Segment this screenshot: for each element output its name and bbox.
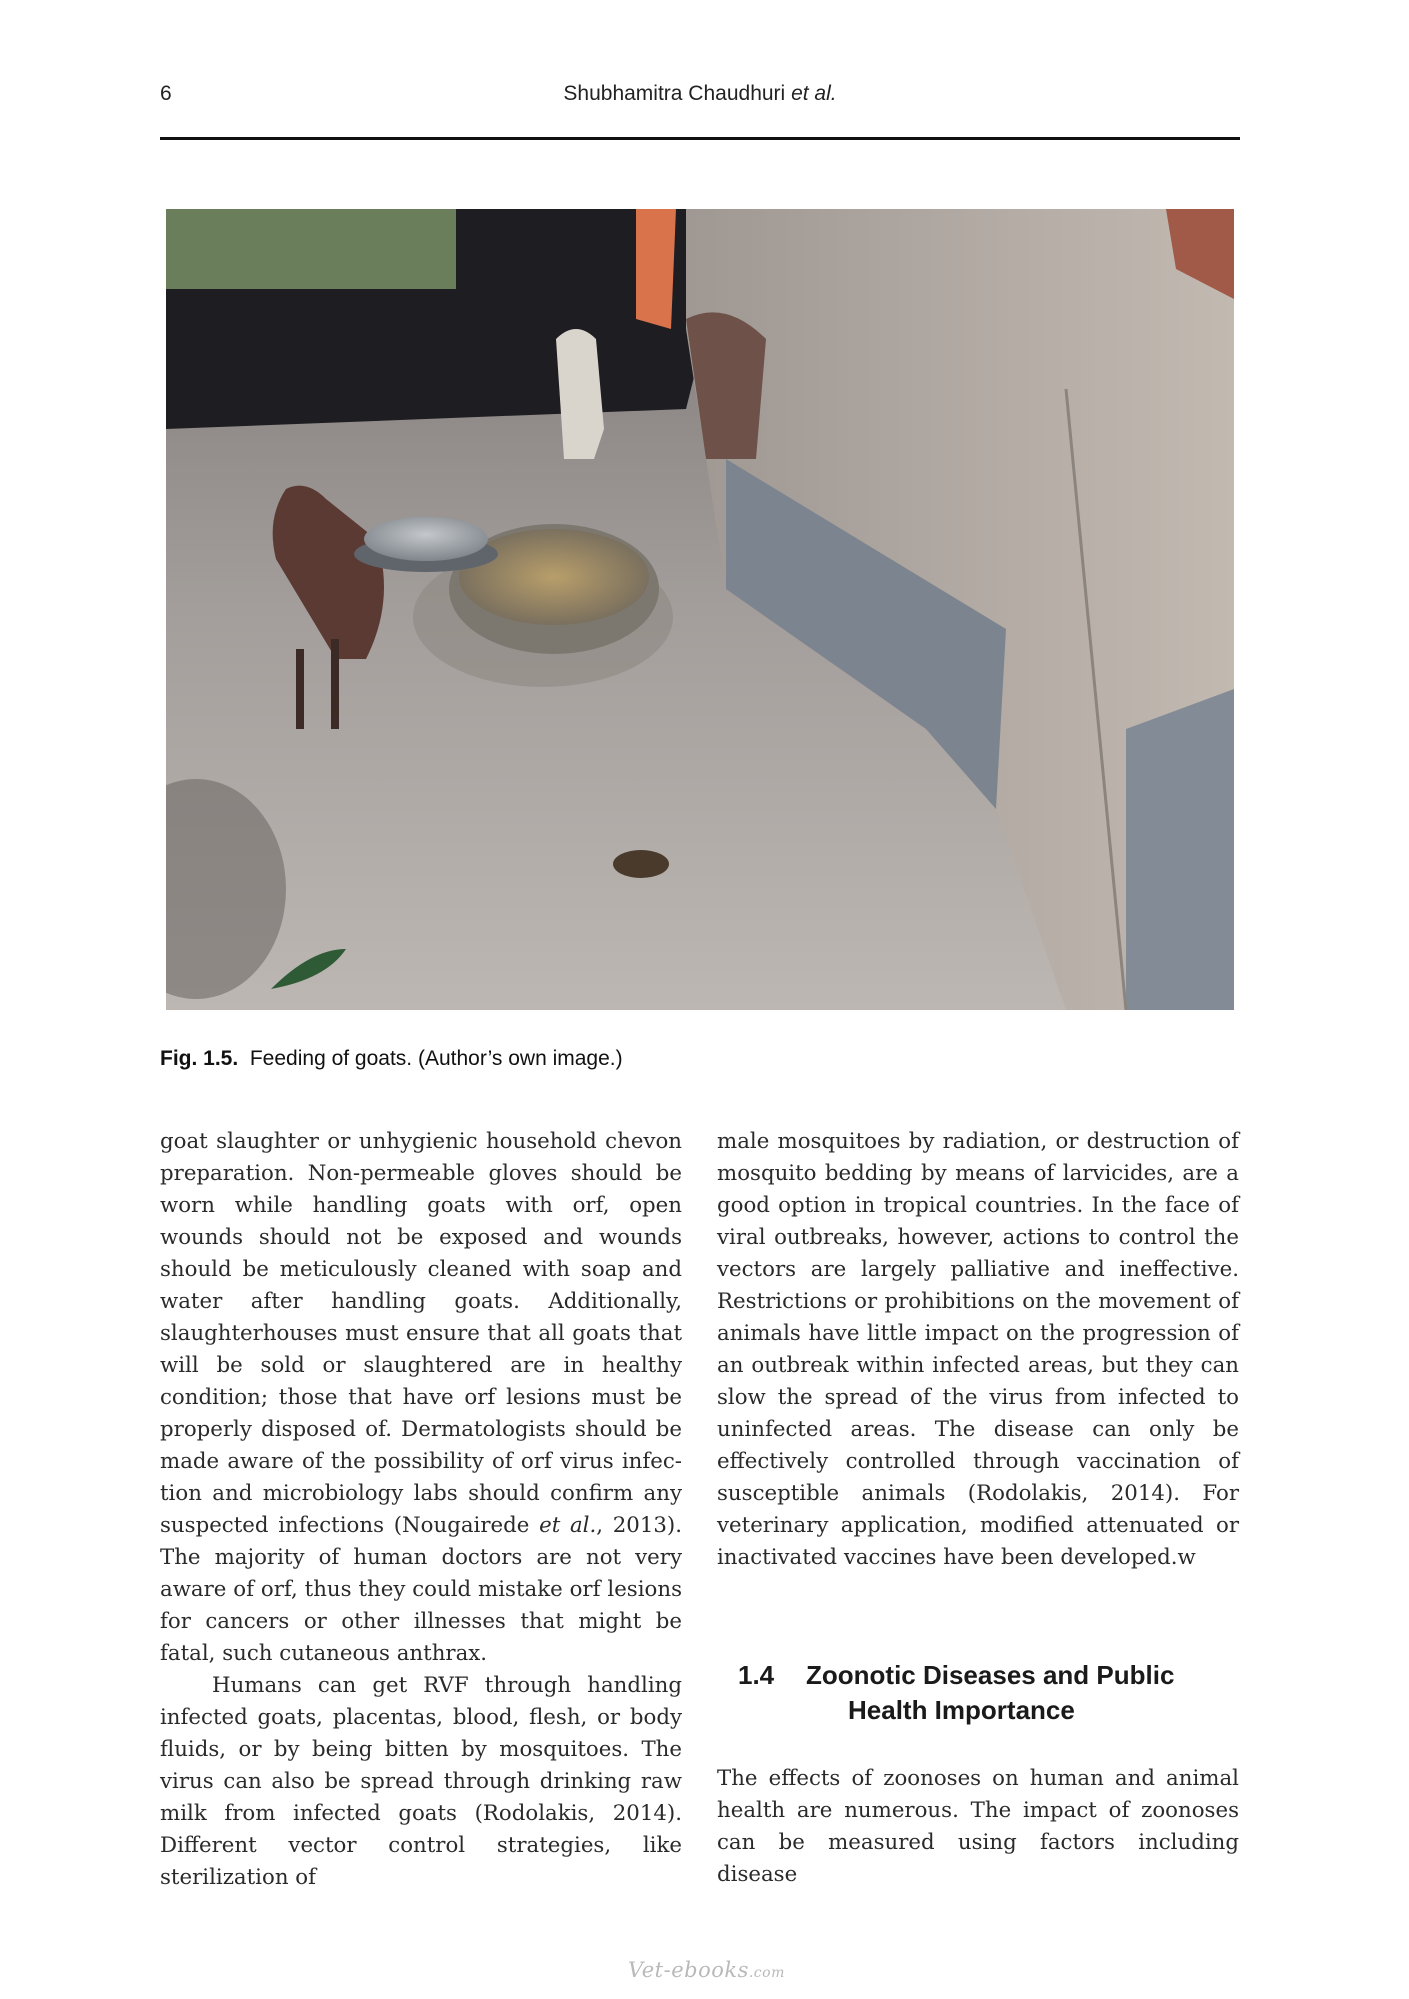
text-line: to uninfected areas. The disease can only be [717, 1385, 1239, 1442]
right-column [717, 1126, 1239, 1574]
text-line: of viral outbreaks, however, actions to control [717, 1193, 1240, 1250]
text-line: aware of orf, thus they could mistake orf lesions [160, 1577, 682, 1602]
text-line: a good option in tropical countries. In the face [717, 1161, 1239, 1218]
text-line: preparation. Non-permeable gloves should [160, 1161, 643, 1186]
text-line: infected goats, placentas, blood, flesh, or body [160, 1705, 682, 1730]
text-line: made aware of the possibility of orf virus infec- [160, 1449, 682, 1474]
citation-etal: et al. [539, 1513, 597, 1538]
text-line: veterinary application, modified attenuated or [717, 1513, 1239, 1538]
text-line: vector control strategies, like sterilization of [160, 1833, 682, 1890]
citation-year: , 2013). [596, 1513, 683, 1538]
left-column [160, 1126, 682, 1894]
text-line: The effects of zoonoses on human and animal [717, 1766, 1239, 1791]
section-number: 1.4 [738, 1660, 775, 1690]
text-line: from infected goats (Rodolakis, 2014). Different [160, 1801, 682, 1858]
text-line: of an outbreak within infected areas, but they [717, 1321, 1239, 1378]
text-line: Restrictions or prohibitions on the movement [717, 1289, 1211, 1314]
page-header [160, 78, 1240, 110]
paragraph [160, 1670, 682, 1894]
text-line: inactivated vaccines have been developed.w [717, 1545, 1196, 1570]
paragraph [160, 1126, 682, 1670]
text-line: health are numerous. The impact of zoonoses [717, 1798, 1239, 1823]
text-line: mosquito bedding by means of larvicides, are [717, 1161, 1218, 1186]
paragraph [717, 1763, 1239, 1891]
header-rule [160, 137, 1240, 140]
caption-label: Fig. 1.5. [160, 1047, 239, 1070]
text-line: can also be spread through drinking raw milk [160, 1769, 682, 1826]
text-line: and water after handling goats. Additionally, [160, 1257, 682, 1314]
section-heading [738, 1658, 1238, 1728]
section-title-line1: Zoonotic Diseases and Public [806, 1660, 1175, 1690]
text-line: male mosquitoes by radiation, or destruction of [717, 1129, 1239, 1154]
section-title-line2: Health Importance [848, 1695, 1075, 1725]
text-line: that will be sold or slaughtered are in healthy [160, 1321, 682, 1378]
caption-text: Feeding of goats. (Author’s own image.) [249, 1047, 623, 1070]
watermark-logo [628, 1958, 785, 1982]
text-line: effectively controlled through vaccination of [717, 1449, 1239, 1474]
text-line: such cutaneous anthrax. [222, 1641, 488, 1666]
text-line: of animals have little impact on the progression [717, 1289, 1239, 1346]
page-number: 6 [160, 82, 172, 105]
goat-feeding-photo [166, 209, 1234, 1010]
text-line: fluids, or by being bitten by mosquitoes. The virus [160, 1737, 682, 1794]
text-line: be worn while handling goats with orf, open [160, 1161, 682, 1218]
text-line: susceptible animals (Rodolakis, 2014). For [717, 1481, 1239, 1506]
text-line: properly disposed of. Dermatologists should be [160, 1417, 682, 1442]
text-line: the vectors are largely palliative and ineffective. [717, 1225, 1239, 1282]
text-line: Humans can get RVF through handling [212, 1673, 682, 1698]
running-head [160, 82, 1240, 106]
right-column-lower [717, 1763, 1239, 1891]
text-line: wounds should not be exposed and wounds [160, 1225, 682, 1250]
text-line: goat slaughter or unhygienic household chevon [160, 1129, 682, 1154]
figure-caption [160, 1047, 623, 1071]
text-line: The majority of human doctors are not very [160, 1545, 682, 1570]
running-head-etal: et al. [791, 82, 837, 105]
text-line: tion and microbiology labs should confirm any [160, 1481, 682, 1506]
running-head-author: Shubhamitra Chaudhuri [563, 82, 786, 105]
text-line: can be measured using factors including disease [717, 1830, 1239, 1887]
text-line: should be meticulously cleaned with soap [160, 1257, 631, 1282]
text-line: for cancers or other illnesses that might be fatal, [160, 1609, 682, 1666]
text-line: condition; those that have orf lesions must be [160, 1385, 682, 1410]
text-line: can slow the spread of the virus from infected [717, 1353, 1239, 1410]
paragraph [717, 1126, 1239, 1574]
text-line: slaughterhouses must ensure that all goats [160, 1321, 631, 1346]
watermark-text: Vet-ebooks [628, 1958, 749, 1982]
watermark-suffix: .com [748, 1965, 785, 1981]
citation-text: suspected infections (Nougairede [160, 1513, 530, 1538]
